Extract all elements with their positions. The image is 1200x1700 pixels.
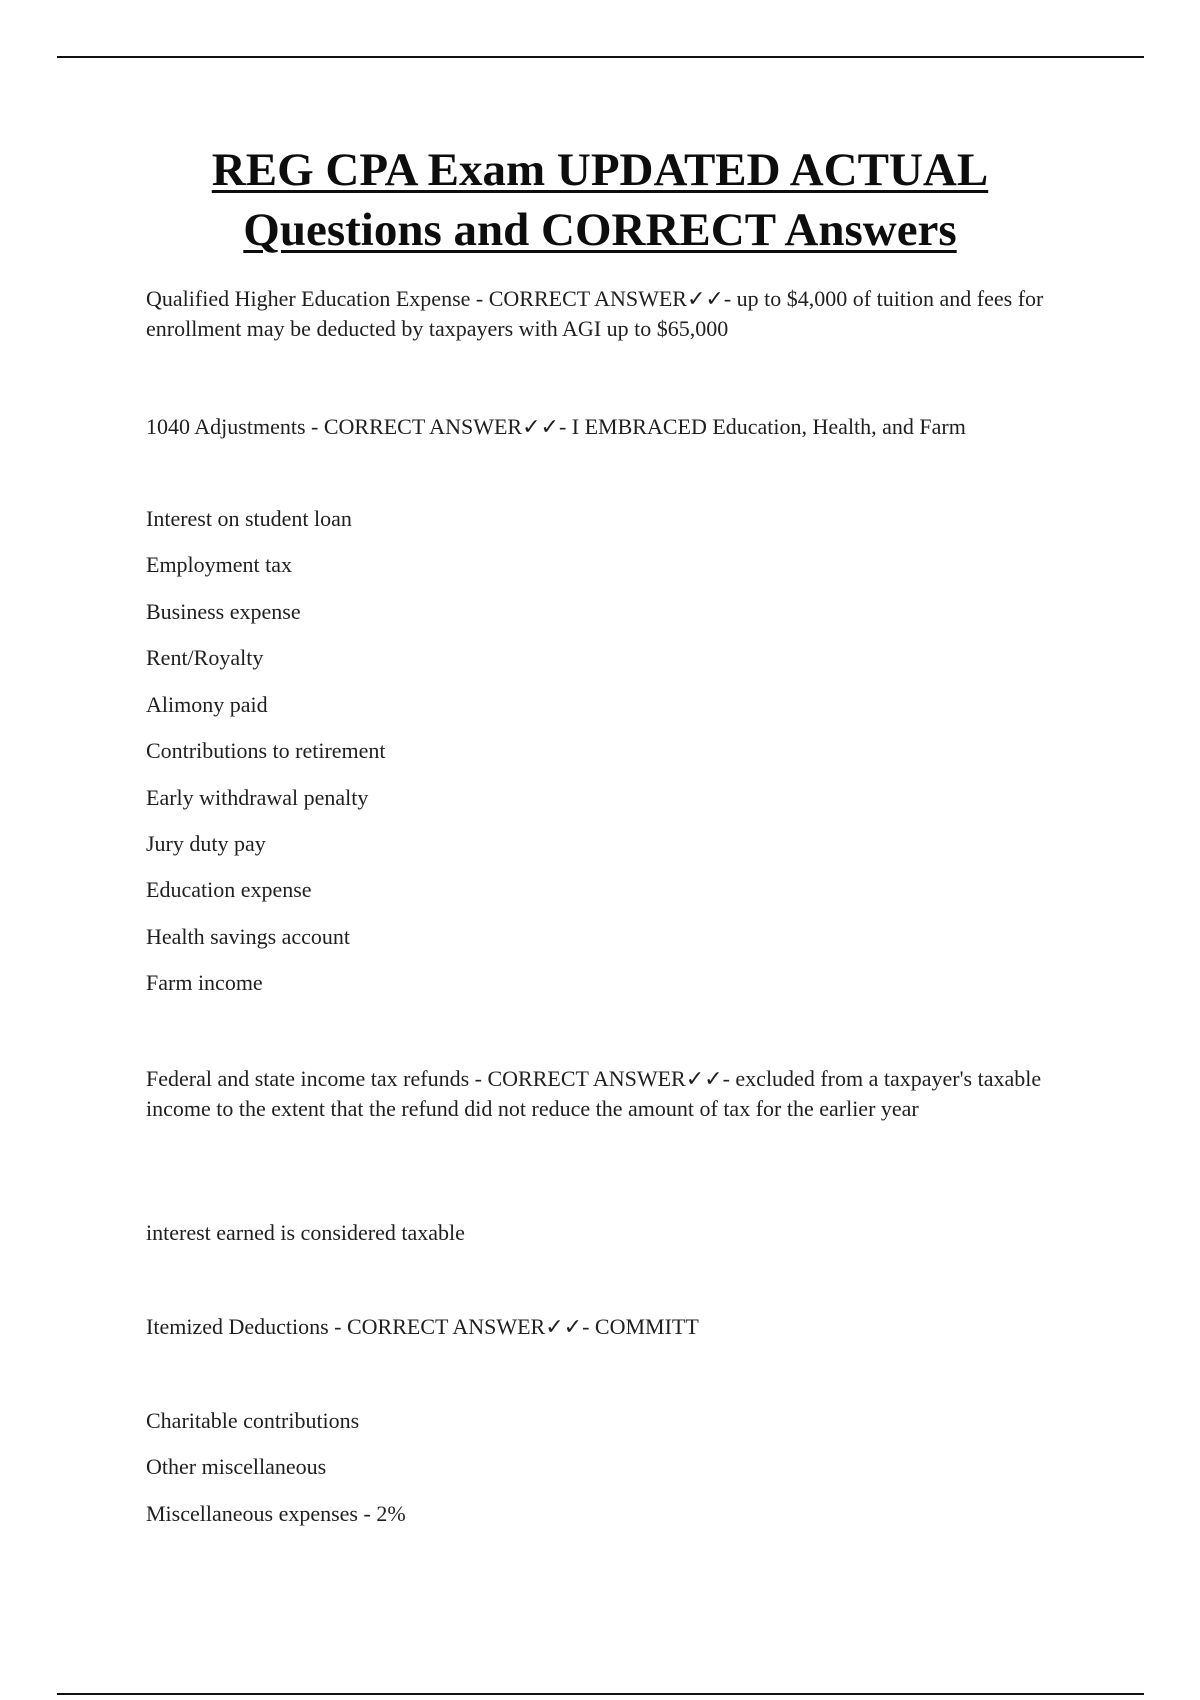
adjustment-item: Health savings account bbox=[146, 924, 351, 949]
tax-refunds-entry: Federal and state income tax refunds - CORRECT ANSWER✓✓- excluded from a taxpayer's taxable income to the extent that the refund did not reduce the amount of tax for the earlier year bbox=[146, 1066, 1042, 1121]
itemized-item: Charitable contributions bbox=[146, 1408, 360, 1433]
adjustment-item: Alimony paid bbox=[146, 692, 268, 717]
interest-note: interest earned is considered taxable bbox=[146, 1220, 465, 1245]
adjustment-item: Rent/Royalty bbox=[146, 645, 264, 670]
itemized-item: Other miscellaneous bbox=[146, 1454, 327, 1479]
adjustment-item: Contributions to retirement bbox=[146, 738, 386, 763]
adjustment-item: Education expense bbox=[146, 877, 312, 902]
bottom-rule bbox=[57, 1693, 1144, 1695]
adjustments-entry: 1040 Adjustments - CORRECT ANSWER✓✓- I EMBRACED Education, Health, and Farm bbox=[146, 414, 966, 439]
adjustment-item: Business expense bbox=[146, 599, 301, 624]
top-rule bbox=[57, 56, 1144, 58]
adjustment-item: Jury duty pay bbox=[146, 831, 266, 856]
itemized-deductions-entry: Itemized Deductions - CORRECT ANSWER✓✓- COMMITT bbox=[146, 1314, 699, 1339]
title-line-1: REG CPA Exam UPDATED ACTUAL bbox=[211, 144, 989, 196]
qualified-education-entry: Qualified Higher Education Expense - CORRECT ANSWER✓✓- up to $4,000 of tuition and fees for enrollment may be deducted by taxpayers with AGI up to $65,000 bbox=[146, 286, 1044, 341]
itemized-item: Miscellaneous expenses - 2% bbox=[146, 1501, 406, 1526]
adjustment-item: Farm income bbox=[146, 970, 263, 995]
adjustment-item: Employment tax bbox=[146, 552, 293, 577]
adjustment-item: Interest on student loan bbox=[146, 506, 352, 531]
document-title bbox=[0, 140, 1200, 260]
adjustment-item: Early withdrawal penalty bbox=[146, 785, 369, 810]
title-line-2: Questions and CORRECT Answers bbox=[243, 204, 957, 256]
